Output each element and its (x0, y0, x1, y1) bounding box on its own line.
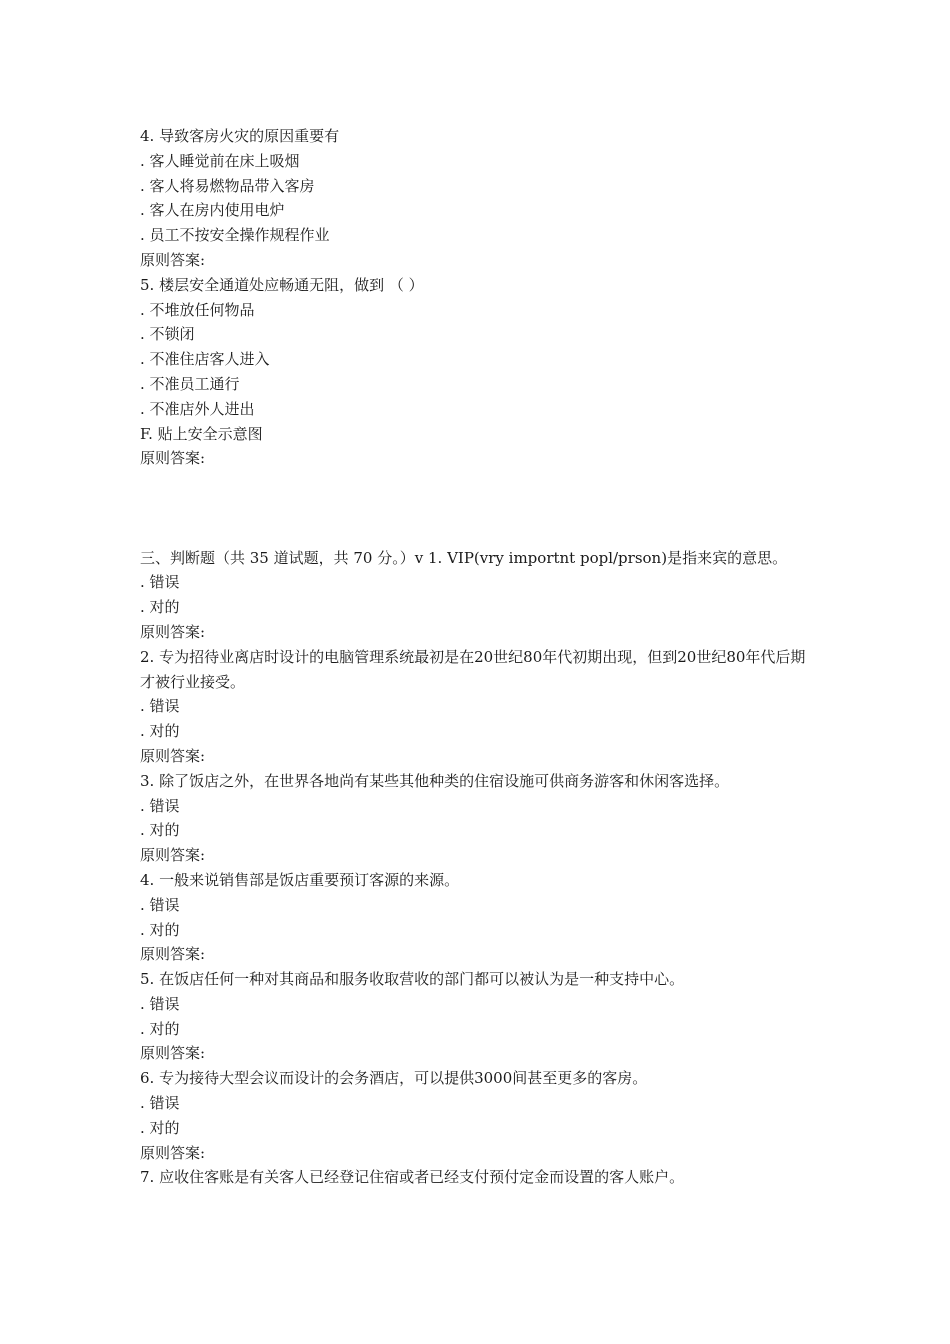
tf-question-7: 7. 应收住客账是有关客人已经登记住宿或者已经支付预付定金而设置的客人账户。 (140, 1168, 685, 1187)
tf-question-4: 4. 一般来说销售部是饭店重要预订客源的来源。 (140, 870, 460, 889)
option: . 对的 (140, 722, 180, 741)
option: . 错误 (140, 1094, 180, 1113)
option: . 对的 (140, 821, 180, 840)
question-4: 4. 导致客房火灾的原因重要有 (140, 127, 340, 145)
answer-label: 原则答案: (140, 449, 206, 468)
option: . 错误 (140, 994, 180, 1013)
answer-label: 原则答案: (140, 1044, 206, 1063)
option: . 客人将易燃物品带入客房 (140, 176, 315, 195)
option: F. 贴上安全示意图 (140, 424, 263, 443)
option: . 错误 (140, 573, 180, 592)
option: . 对的 (140, 598, 180, 617)
option: . 错误 (140, 796, 180, 815)
option: . 对的 (140, 1019, 180, 1038)
option: . 不准店外人进出 (140, 399, 255, 418)
tf-question-6: 6. 专为接待大型会议而设计的会务酒店，可以提供3000间甚至更多的客房。 (140, 1069, 648, 1088)
option: . 客人在房内使用电炉 (140, 201, 285, 220)
tf-question-2: 2. 专为招待业离店时设计的电脑管理系统最初是在20世纪80年代初期出现，但到20世纪80年代后期才被行业接受。 (140, 647, 806, 691)
answer-label: 原则答案: (140, 945, 206, 964)
option: . 不准住店客人进入 (140, 350, 270, 369)
answer-label: 原则答案: (140, 746, 206, 765)
tf-question-5: 5. 在饭店任何一种对其商品和服务收取营收的部门都可以被认为是一种支持中心。 (140, 970, 685, 989)
answer-label: 原则答案: (140, 846, 206, 865)
option: . 不锁闭 (140, 325, 195, 344)
answer-label: 原则答案: (140, 250, 206, 269)
option: . 错误 (140, 697, 180, 716)
section-heading: 三、判断题（共 35 道试题，共 70 分。）v 1. VIP(vry importnt popl/prson)是指来宾的意思。 (140, 548, 788, 567)
option: . 错误 (140, 895, 180, 914)
option: . 对的 (140, 920, 180, 939)
answer-label: 原则答案: (140, 1143, 206, 1162)
tf-question-3: 3. 除了饭店之外，在世界各地尚有某些其他种类的住宿设施可供商务游客和休闲客选择。 (140, 771, 730, 790)
question-5: 5. 楼层安全通道处应畅通无阻，做到 （ ） (140, 275, 424, 294)
option: . 对的 (140, 1118, 180, 1137)
document-page (140, 124, 820, 1190)
answer-label: 原则答案: (140, 622, 206, 641)
option: . 不准员工通行 (140, 374, 240, 393)
section-spacer (140, 471, 820, 545)
option: . 不堆放任何物品 (140, 300, 255, 319)
option: . 员工不按安全操作规程作业 (140, 226, 330, 245)
option: . 客人睡觉前在床上吸烟 (140, 151, 300, 170)
